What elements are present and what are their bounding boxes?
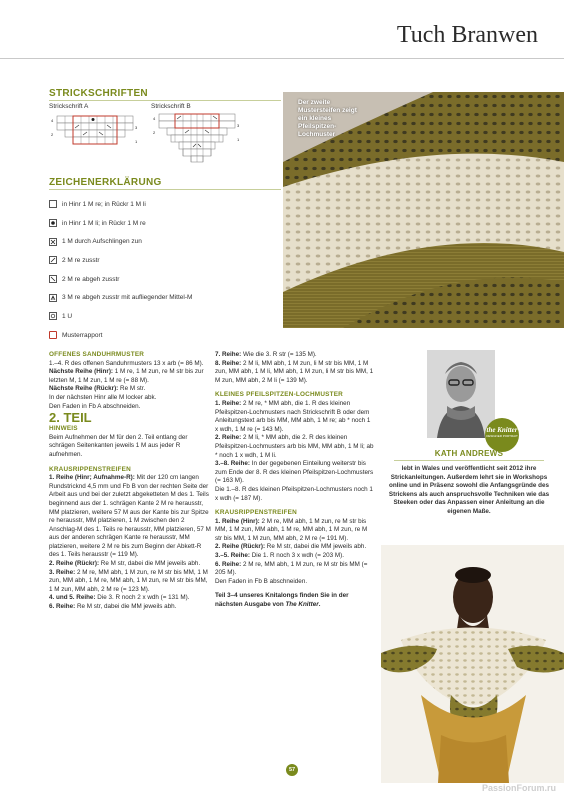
chart-a-row-2: 2: [51, 132, 54, 137]
teaser: Teil 3–4 unseres Knitalongs finden Sie in der nächsten Ausgabe von The Knitter.: [215, 592, 349, 609]
paragraph: Nächste Reihe (Hinr): 1 M re, 1 M zun, re M str bis zur letzten M, 1 M zun, 1 M re (= 88 M).: [49, 368, 204, 384]
legend-heading-rule: [49, 189, 281, 190]
photo-caption: Der zweite Mustersteifen zeigt ein kleines Pfeilspitzen-Lochmuster: [298, 99, 357, 138]
chart-a: [49, 112, 141, 148]
legend-item: [49, 326, 289, 345]
legend-item: [49, 270, 289, 289]
legend-item: [49, 232, 289, 251]
title-divider: [0, 58, 564, 59]
x-stitch-icon: [49, 238, 57, 246]
chart-b-label: Strickschrift B: [151, 103, 191, 110]
charts-heading-rule: [49, 100, 281, 101]
section-heading: KRAUSRIPPENSTREIFEN: [215, 509, 297, 517]
charts-heading: STRICKSCHRIFTEN: [49, 88, 148, 99]
legend-item: [49, 307, 289, 326]
section-heading: HINWEIS: [49, 425, 78, 433]
legend-text: Musterrapport: [62, 331, 103, 339]
blank-stitch-icon: [49, 200, 57, 208]
instructions-column-2: [215, 351, 375, 610]
paragraph: 4. und 5. Reihe: Die 3. R noch 2 x wdh (= 131 M).: [49, 594, 190, 602]
legend-item: [49, 251, 289, 270]
part-heading: 2. TEIL: [49, 410, 92, 426]
dot-stitch-icon: [49, 219, 57, 227]
legend-text: 2 M re zusstr: [62, 256, 100, 264]
model-photo: [381, 545, 564, 783]
chart-b-row-1: 1: [237, 137, 240, 142]
chart-a-row-4: 4: [51, 118, 54, 123]
legend: [49, 195, 289, 345]
caret-stitch-icon: [49, 294, 57, 302]
paragraph: 8. Reihe: 2 M li, MM abh, 1 M zun, li M str bis MM, 1 M zun, MM abh, 1 M li, MM abh, 1 M zun, li M str bis MM, 1 M zun, MM abh, 2 M li (= 139 M).: [215, 359, 374, 384]
paragraph: 3. Reihe: 2 M re, MM abh, 1 M zun, re M str bis MM, 1 M zun, MM abh, 1 M re, MM abh, 1 M zun, re M str bis MM, 1 M zun, MM abh, 2 M re (= 123 M).: [49, 568, 208, 593]
instructions-column-1: [49, 351, 211, 612]
legend-text: 1 U: [62, 312, 73, 320]
legend-text: 1 M durch Aufschlingen zun: [62, 238, 142, 246]
page-number: 57: [286, 764, 298, 776]
badge-title: the Knitter: [486, 426, 518, 434]
author-portrait: [427, 350, 495, 438]
section-heading: OFFENES SANDUHRMUSTER: [49, 351, 145, 358]
chart-b: [151, 112, 243, 164]
legend-item: [49, 288, 289, 307]
circle-stitch-icon: [49, 312, 57, 320]
paragraph: 1. Reihe: 2 M re, * MM abh, die 1. R des kleinen Pfeilspitzen-Lochmusters nach Strickschrift B oder dem Anleitungstext arb bis MM, MM abh, 1 M re; ab * noch 1 x wdh, 1 M re (= 143 M).: [215, 399, 371, 433]
designer-badge: [485, 418, 519, 452]
legend-item: [49, 214, 289, 233]
paragraph: 2. Reihe (Rückr): Re M str, dabei die MM jeweils abh.: [215, 543, 367, 551]
legend-text: in Hinr 1 M re; in Rückr 1 M li: [62, 200, 146, 208]
legend-item: [49, 195, 289, 214]
repeat-box-icon: [49, 331, 57, 339]
chart-b-row-4: 4: [153, 116, 156, 121]
site-watermark: PassionForum.ru: [481, 783, 556, 793]
chart-b-row-2: 2: [153, 130, 156, 135]
paragraph: 6. Reihe: 2 M re, MM abh, 1 M zun, re M str bis MM (= 205 M).: [215, 560, 368, 577]
paragraph: 1. Reihe (Hinr; Aufnahme-R): Mit der 120 cm langen Rundstricknd 4,5 mm und Fb B von der rechten Seite der Arbeit aus und bei der zuletzt abgeketteten M des 1. Teils beginnend aus der 1. schrägen Kante 2 M re herausstr, MM platzieren, weitere 57 M aus der Kante bis zur Spitze re herausstr, MM platzieren, 1 M zwischen den 2 Anschlag-M des 1. Teils re herausstr, MM platzieren, 57 M aus der anderen schrägen Kante re herausstr, MM platzieren, weitere 2 M re bis zum Beginn der Abkett-R des 1. Teils herausstr (= 119 M).: [49, 474, 211, 559]
chart-a-row-3: 3: [135, 125, 138, 130]
paragraph: Den Faden in Fb B abschneiden.: [215, 577, 308, 585]
page-title: Tuch Branwen: [396, 22, 538, 48]
paragraph: 1.–4. R des offenen Sanduhrmusters 13 x arb (= 86 M).: [49, 359, 204, 367]
paragraph: In der nächsten Hinr alle M locker abk.: [49, 393, 157, 401]
legend-text: in Hinr 1 M li; in Rückr 1 M re: [62, 219, 146, 227]
legend-heading: ZEICHENERKLÄRUNG: [49, 177, 162, 188]
badge-subtitle: DESIGNER PORTRAIT: [486, 434, 518, 438]
legend-text: 2 M re abgeh zusstr: [62, 275, 120, 283]
author-divider: [394, 460, 544, 461]
paragraph: Beim Aufnehmen der M für den 2. Teil entlang der schrägen Seitenkanten jeweils 1 M aus jeder R aufnehmen.: [49, 433, 188, 458]
paragraph: Nächste Reihe (Rückr): Re M str.: [49, 385, 146, 393]
chart-a-label: Strickschrift A: [49, 103, 89, 110]
paragraph: 3.–5. Reihe: Die 1. R noch 3 x wdh (= 203 M).: [215, 552, 344, 560]
paragraph: Die 1.–8. R des kleinen Pfeilspitzen-Lochmusters noch 1 x wdh (= 187 M).: [215, 485, 373, 502]
paragraph: 2. Reihe (Rückr): Re M str, dabei die MM jeweils abh.: [49, 560, 201, 568]
author-bio: lebt in Wales und veröffentlicht seit 2012 ihre Strickanleitungen. Außerdem lehrt sie in Workshops online und in Präsenz sowohl die Anfangsgründe des Strickens als auch anspruchsvolle Techniken wie das Steeken oder das Anpassen einer Anleitung an die eigenen Maße.: [388, 465, 550, 515]
paragraph: 1. Reihe (Hinr): 2 M re, MM abh, 1 M zun, re M str bis MM, 1 M zun, MM abh, 1 M re, MM abh, 1 M zun, re M str bis MM, 1 M zun, MM abh, 2 M re (= 191 M).: [215, 517, 368, 542]
chart-b-row-3: 3: [237, 123, 240, 128]
backslash-stitch-icon: [49, 275, 57, 283]
legend-text: 3 M re abgeh zusstr mit aufliegender Mittel-M: [62, 294, 193, 302]
slash-stitch-icon: [49, 256, 57, 264]
paragraph: 3.–8. Reihe: In der gegebenen Einteilung weiterstr bis zum Ende der 8. R des kleinen Pfeilspitzen-Lochmusters (= 163 M).: [215, 460, 374, 485]
paragraph: 2. Reihe: 2 M li, * MM abh, die 2. R des kleinen Pfeilspitzen-Lochmusters arb bis MM, MM abh, 1 M li; ab * noch 1 x wdh, 1 M li.: [215, 434, 374, 459]
section-heading: KLEINES PFEILSPITZEN-LOCHMUSTER: [215, 391, 343, 399]
section-heading: KRAUSRIPPENSTREIFEN: [49, 465, 131, 473]
paragraph: 6. Reihe: Re M str, dabei die MM jeweils abh.: [49, 603, 177, 611]
chart-a-row-1: 1: [135, 139, 138, 144]
author-name: KATH ANDREWS: [434, 449, 504, 458]
paragraph: 7. Reihe: Wie die 3. R str (= 135 M).: [215, 351, 317, 358]
paragraph: Den Faden in Fb A abschneiden.: [49, 402, 141, 410]
